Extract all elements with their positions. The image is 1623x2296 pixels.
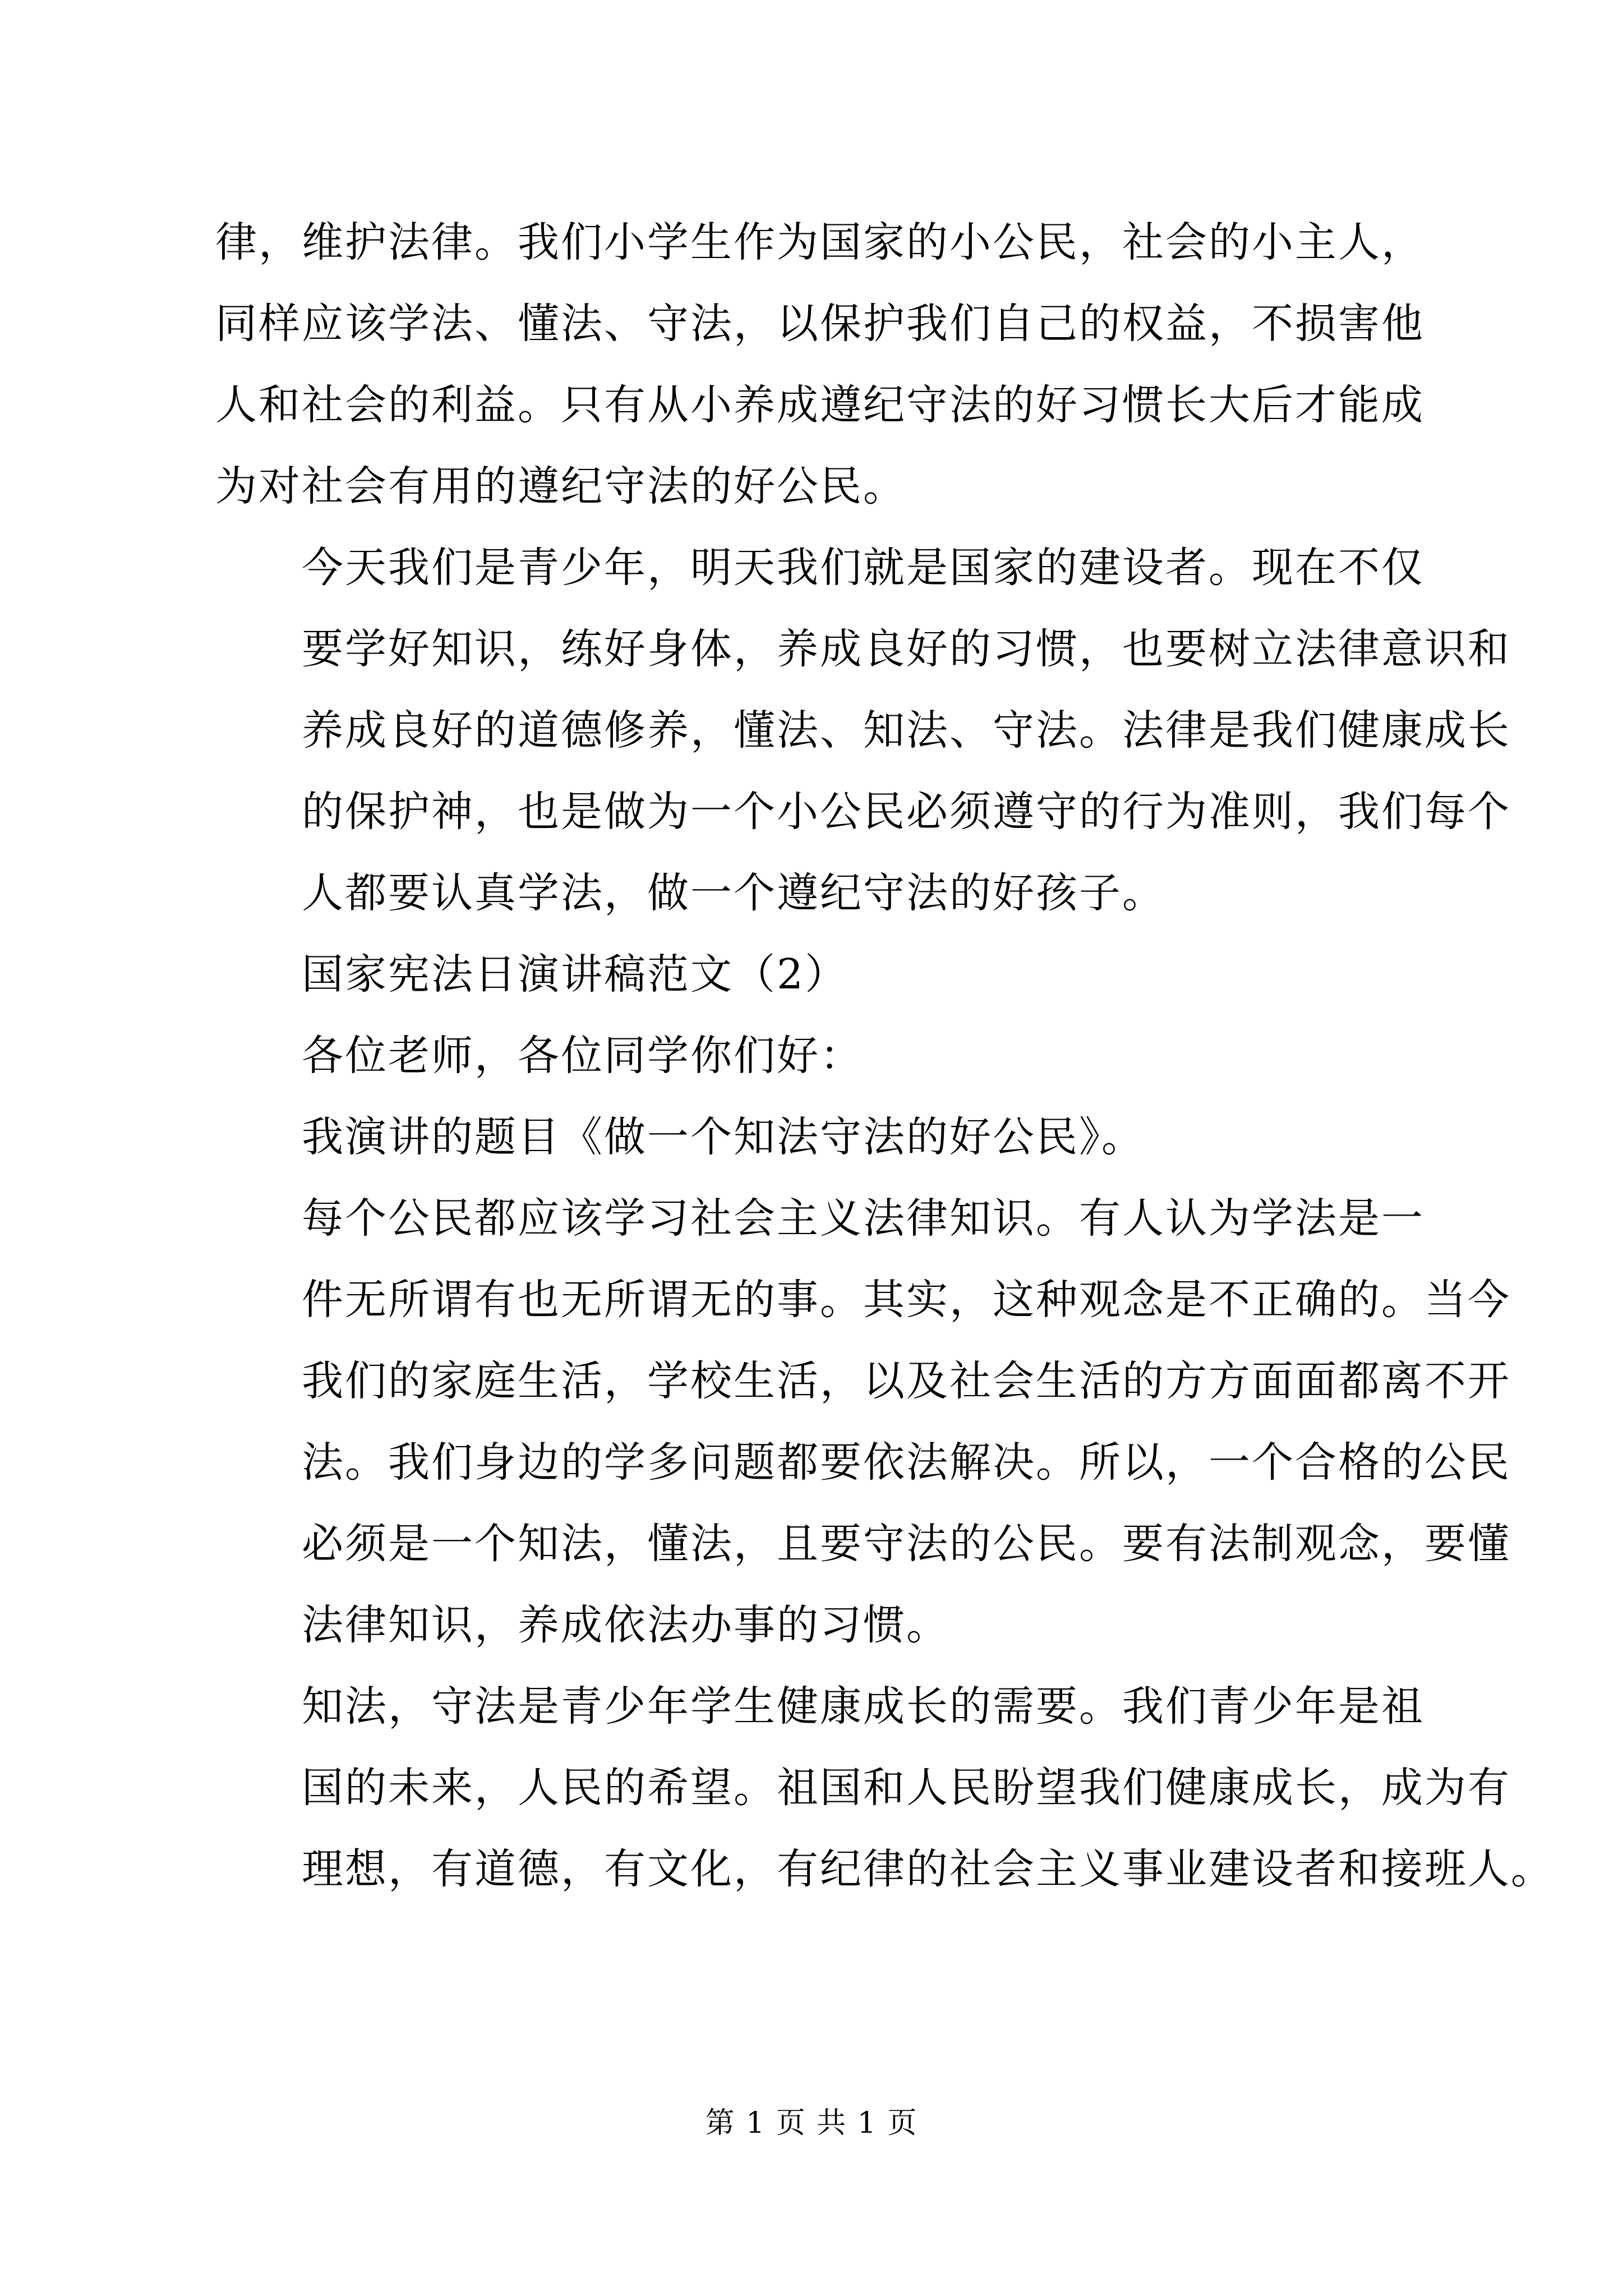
text-line: 国的未来，人民的希望。祖国和人民盼望我们健康成长，成为有: [302, 1764, 1511, 1812]
text-line: 我们的家庭生活，学校生活，以及社会生活的方方面面都离不开: [302, 1357, 1511, 1405]
document-body: [215, 202, 1554, 1910]
text-line: 法律知识，养成依法办事的习惯。: [302, 1601, 949, 1649]
text-line: 人都要认真学法，做一个遵纪守法的好孩子。: [302, 869, 1165, 917]
text-line: 必须是一个知法，懂法，且要守法的公民。要有法制观念，要懂: [302, 1520, 1511, 1568]
text-line: 律，维护法律。我们小学生作为国家的小公民，社会的小主人，: [215, 218, 1424, 266]
paragraph: [215, 1178, 1511, 1666]
text-line: 我演讲的题目《做一个知法守法的好公民》。: [302, 1113, 1145, 1161]
text-line: 养成良好的道德修养，懂法、知法、守法。法律是我们健康成长: [302, 706, 1511, 754]
text-line: 同样应该学法、懂法、守法，以保护我们自己的权益，不损害他: [215, 300, 1424, 348]
page-footer: 第 1 页 共 1 页: [705, 2106, 918, 2140]
text-line: 每个公民都应该学习社会主义法律知识。有人认为学法是一: [302, 1194, 1424, 1243]
paragraph: [215, 1097, 1413, 1178]
paragraph: [215, 1015, 1413, 1097]
paragraph: [215, 1666, 1554, 1910]
text-line: 法。我们身边的学多问题都要依法解决。所以，一个合格的公民: [302, 1438, 1511, 1487]
paragraph: [215, 934, 1413, 1015]
text-line: 的保护神，也是做为一个小公民必须遵守的行为准则，我们每个: [302, 788, 1511, 836]
text-line: 人和社会的利益。只有从小养成遵纪守法的好习惯长大后才能成: [215, 381, 1424, 429]
text-line: 今天我们是青少年，明天我们就是国家的建设者。现在不仅: [302, 544, 1424, 592]
text-line: 国家宪法日演讲稿范文（2）: [302, 950, 849, 999]
text-line: 件无所谓有也无所谓无的事。其实，这种观念是不正确的。当今: [302, 1276, 1511, 1324]
paragraph: [215, 202, 1424, 527]
text-line: 为对社会有用的遵纪守法的好公民。: [215, 462, 906, 510]
text-line: 理想，有道德，有文化，有纪律的社会主义事业建设者和接班人。: [302, 1845, 1554, 1893]
text-line: 要学好知识，练好身体，养成良好的习惯，也要树立法律意识和: [302, 625, 1511, 673]
text-line: 各位老师，各位同学你们好：: [302, 1032, 863, 1080]
paragraph: [215, 527, 1511, 934]
text-line: 知法，守法是青少年学生健康成长的需要。我们青少年是祖: [302, 1682, 1424, 1731]
